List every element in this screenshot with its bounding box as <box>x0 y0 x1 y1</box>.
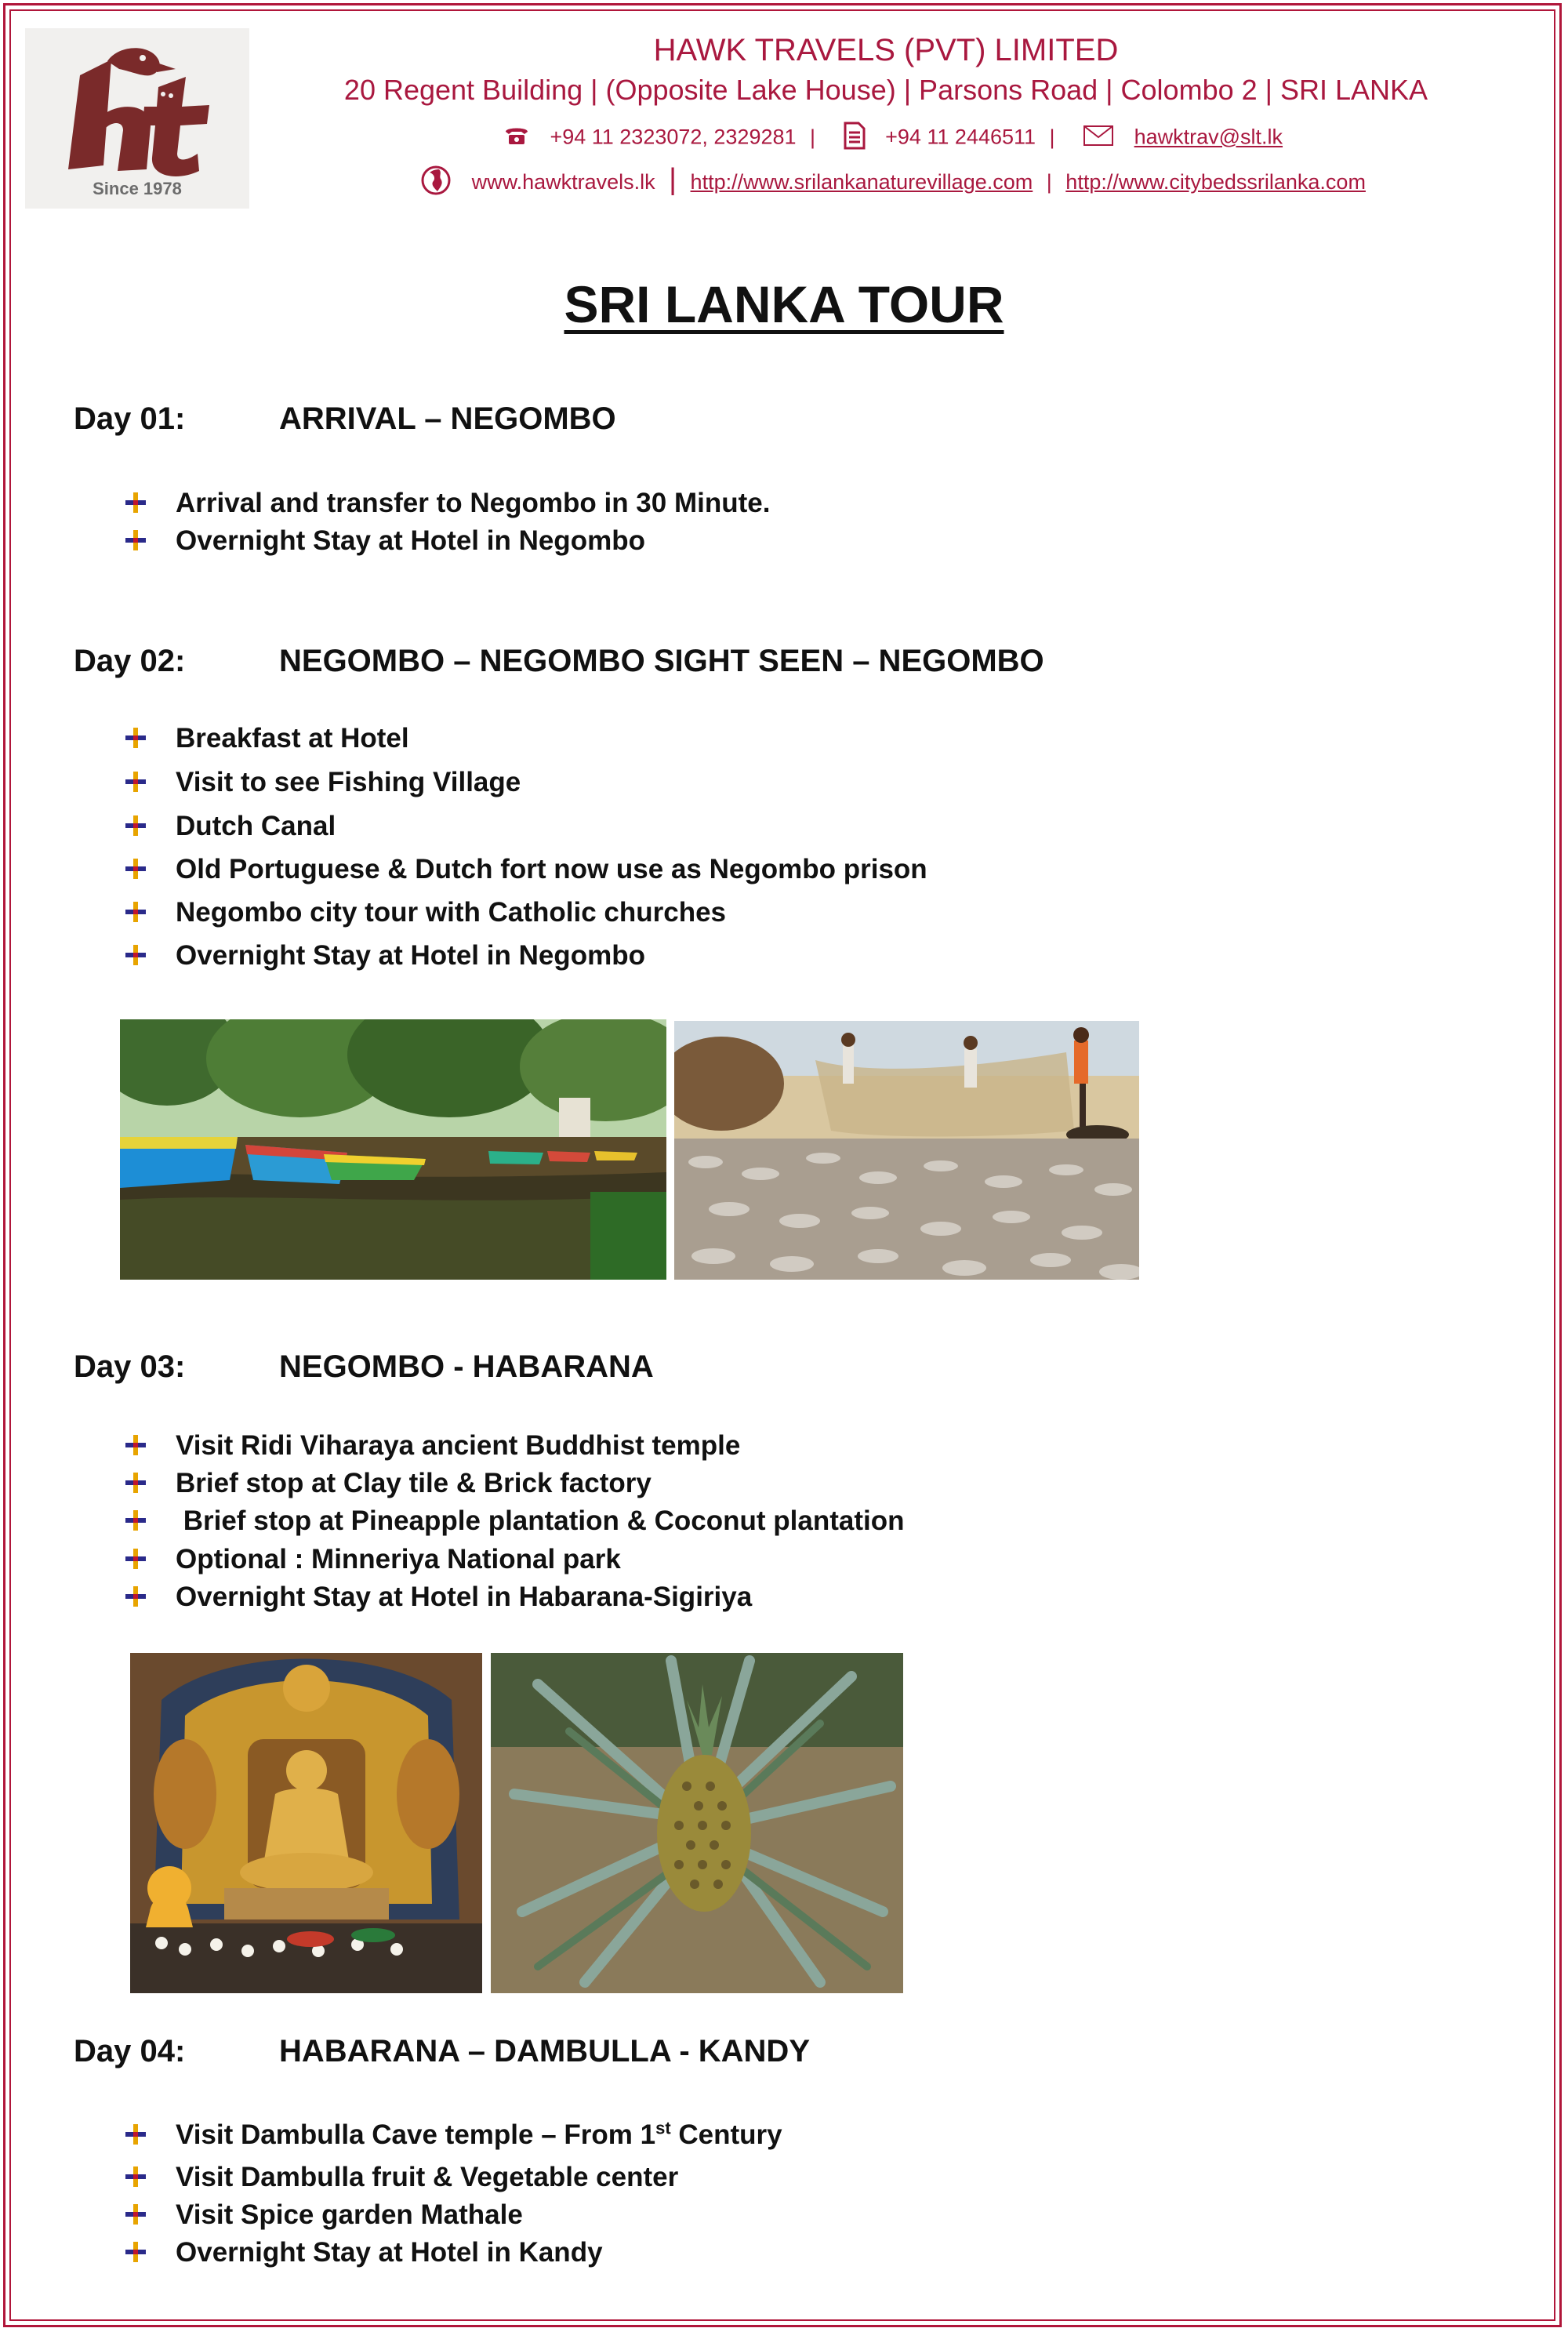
company-address: 20 Regent Building | (Opposite Lake House) | Parsons Road | Colombo 2 | SRI LANKA <box>343 74 1428 106</box>
list-item-text: Arrival and transfer to Negombo in 30 Minute. <box>176 488 771 518</box>
list-item-text: Visit Spice garden Mathale <box>176 2199 523 2230</box>
day-heading <box>74 401 616 437</box>
day-heading <box>74 644 1044 679</box>
list-item <box>125 1504 905 1538</box>
bullet-icon <box>125 2242 146 2262</box>
day-route: NEGOMBO - HABARANA <box>279 1349 654 1384</box>
phone-number: +94 11 2323072, 2329281 <box>550 125 797 149</box>
list-item <box>125 852 927 887</box>
list-item <box>125 721 409 756</box>
day-heading <box>74 2034 810 2069</box>
bullet-icon <box>125 1586 146 1607</box>
website-main[interactable]: www.hawktravels.lk <box>471 170 655 194</box>
day-route: ARRIVAL – NEGOMBO <box>279 401 616 436</box>
list-item-text: Dutch Canal <box>176 811 336 841</box>
bullet-icon <box>125 2204 146 2225</box>
list-item <box>125 2160 679 2195</box>
bullet-icon <box>125 2166 146 2187</box>
bullet-icon <box>125 815 146 836</box>
list-item-text: Old Portuguese & Dutch fort now use as Negombo prison <box>176 854 927 884</box>
logo-since-text: Since 1978 <box>93 179 182 198</box>
bullet-icon <box>125 945 146 965</box>
day-route: HABARANA – DAMBULLA - KANDY <box>279 2034 810 2068</box>
fax-icon <box>844 122 866 155</box>
list-item-text: Visit Dambulla fruit & Vegetable center <box>176 2162 679 2192</box>
website-nature-village[interactable]: http://www.srilankanaturevillage.com <box>690 170 1033 194</box>
email-icon <box>1083 125 1114 152</box>
globe-icon <box>420 165 452 202</box>
list-item <box>125 524 645 558</box>
list-item-text: Optional : Minneriya National park <box>176 1544 621 1574</box>
list-item-text: Breakfast at Hotel <box>176 723 409 754</box>
list-item <box>125 2118 782 2152</box>
bullet-icon <box>125 772 146 792</box>
list-item-text: Overnight Stay at Hotel in Kandy <box>176 2237 603 2268</box>
day-label: Day 02: <box>74 644 186 678</box>
bullet-icon <box>125 902 146 922</box>
website-city-beds[interactable]: http://www.citybedssrilanka.com <box>1065 170 1366 194</box>
photo-boats-canal <box>120 1019 666 1280</box>
day-label: Day 04: <box>74 2034 186 2068</box>
list-item-text: Visit to see Fishing Village <box>176 767 521 797</box>
list-item <box>125 486 771 521</box>
photo-pineapple <box>491 1653 903 1993</box>
photo-buddha-temple <box>130 1653 482 1993</box>
bullet-icon <box>125 1435 146 1455</box>
phone-icon <box>503 125 530 151</box>
list-item-text: Overnight Stay at Hotel in Negombo <box>176 525 645 556</box>
list-item <box>125 765 521 800</box>
bullet-icon <box>125 859 146 879</box>
list-item <box>125 939 645 973</box>
day-route: NEGOMBO – NEGOMBO SIGHT SEEN – NEGOMBO <box>279 644 1044 678</box>
list-item-text: Overnight Stay at Hotel in Negombo <box>176 940 645 971</box>
list-item-text: Brief stop at Pineapple plantation & Coconut plantation <box>176 1505 905 1536</box>
list-item <box>125 895 727 930</box>
list-item <box>125 1429 741 1463</box>
list-item <box>125 1580 753 1614</box>
list-item <box>125 2235 603 2270</box>
day-label: Day 03: <box>74 1349 186 1384</box>
list-item <box>125 2198 523 2232</box>
list-item-text: Brief stop at Clay tile & Brick factory <box>176 1468 652 1498</box>
websites-line: www.hawktravels.lk | http://www.srilankanaturevillage.com | http://www.citybedssrilanka.com <box>267 163 1505 202</box>
list-item-text: Negombo city tour with Catholic churches <box>176 897 727 928</box>
bullet-icon <box>125 2124 146 2145</box>
bullet-icon <box>125 530 146 550</box>
bullet-icon <box>125 728 146 748</box>
contact-line: +94 11 2323072, 2329281 | +94 11 2446511 | hawktrav@slt.lk <box>267 122 1505 155</box>
list-item <box>125 809 336 844</box>
fax-number: +94 11 2446511 <box>885 125 1036 149</box>
page-title-text: SRI LANKA TOUR <box>564 275 1004 333</box>
day-label: Day 01: <box>74 401 186 436</box>
list-item <box>125 1542 621 1577</box>
day-heading <box>74 1349 654 1385</box>
page-title <box>0 274 1568 334</box>
bullet-icon <box>125 1510 146 1531</box>
list-item-text: Overnight Stay at Hotel in Habarana-Sigiriya <box>176 1582 753 1612</box>
bullet-icon <box>125 492 146 513</box>
photo-dried-fish <box>674 1021 1139 1280</box>
list-item-text: Visit Dambulla Cave temple – From 1st Century <box>176 2118 782 2150</box>
list-item <box>125 1466 652 1501</box>
company-logo <box>25 28 249 209</box>
bullet-icon <box>125 1473 146 1493</box>
bullet-icon <box>125 1549 146 1569</box>
company-name: HAWK TRAVELS (PVT) LIMITED <box>653 33 1119 67</box>
email-link[interactable]: hawktrav@slt.lk <box>1134 125 1283 149</box>
list-item-text: Visit Ridi Viharaya ancient Buddhist temple <box>176 1430 741 1461</box>
